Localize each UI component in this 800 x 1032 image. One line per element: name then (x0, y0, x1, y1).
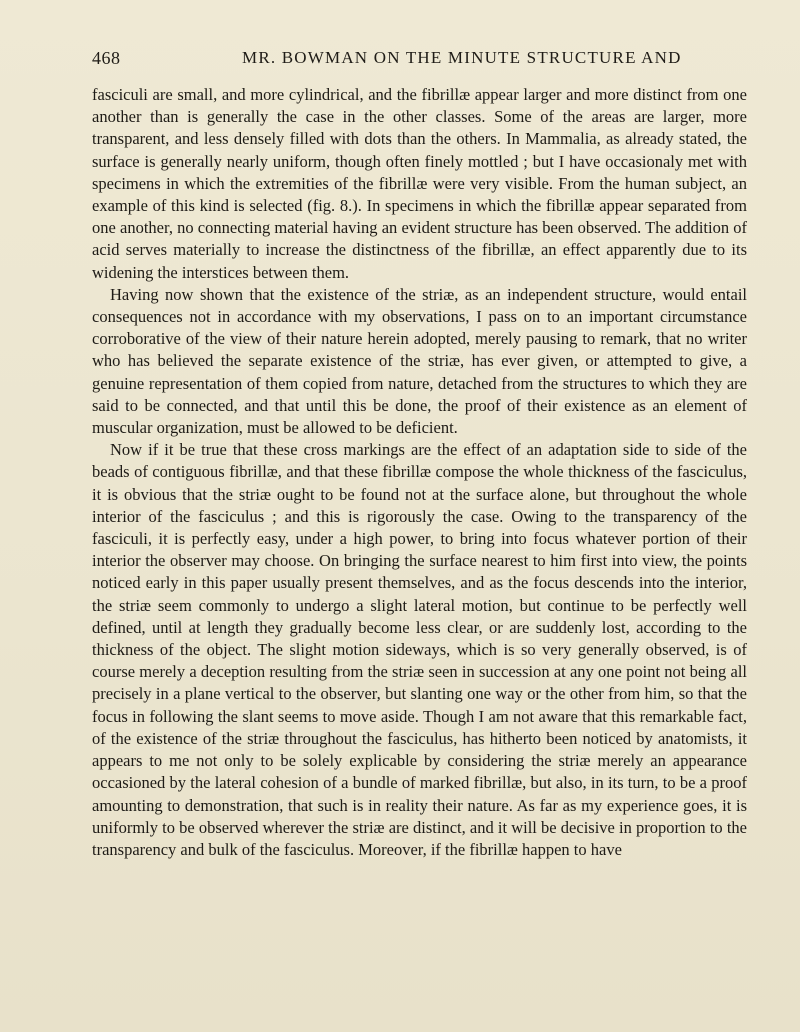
body-text (92, 84, 747, 861)
paragraph-cross-markings: Now if it be true that these cross markings are the effect of an adaptation side to side of the beads of contiguous fibrillæ, and that these fibrillæ compose the whole thickness of the fasciculus, it is obvious that the striæ ought to be found not at the surface alone, but throughout the whole interior of the fasciculus ; and this is rigorously the case. Owing to the transparency of the fasciculi, it is perfectly easy, under a high power, to bring into focus whatever portion of their interior the observer may choose. On bringing the surface nearest to him first into view, the points noticed early in this paper usually present themselves, and as the focus descends into the interior, the striæ seem commonly to undergo a slight lateral motion, but continue to be perfectly well defined, until at length they gradually become less clear, or are suddenly lost, according to the thickness of the object. The slight motion sideways, which is so very generally observed, is of course merely a deception resulting from the striæ seen in succession at any one point not being all precisely in a plane vertical to the observer, but slanting one way or the other from him, so that the focus in following the slant seems to move aside. Though I am not aware that this remarkable fact, of the existence of the striæ throughout the fasciculus, has hitherto been noticed by anatomists, it appears to me not only to be solely explicable by considering the striæ merely an appearance occasioned by the lateral cohesion of a bundle of marked fibrillæ, but also, in its turn, to be a proof amounting to demonstration, that such is in reality their nature. As far as my experience goes, it is uniformly to be observed wherever the striæ are distinct, and it will be decisive in proportion to the transparency and bulk of the fasciculus. Moreover, if the fibrillæ happen to have (92, 440, 747, 859)
page-header (92, 48, 747, 72)
page-number: 468 (92, 48, 121, 68)
paragraph-striae-existence: Having now shown that the existence of the striæ, as an independent structure, would entail consequences not in accordance with my observations, I pass on to an important circumstance corroborative of the view of their nature herein adopted, merely pausing to remark, that no writer who has believed the separate existence of the striæ, has ever given, or attempted to give, a genuine representation of them copied from nature, detached from the structures to which they are said to be connected, and that until this be done, the proof of their existence as an element of muscular organization, must be allowed to be deficient. (92, 284, 747, 438)
paragraph-continuation: fasciculi are small, and more cylindrical, and the fibrillæ appear larger and more distinct from one another than is generally the case in the other classes. Some of the areas are larger, more transparent, and less densely filled with dots than the others. In Mammalia, as already stated, the surface is generally nearly uniform, though often finely mottled ; but I have occasionaly met with specimens in which the extremities of the fibrillæ were very visible. From the human subject, an example of this kind is selected (fig. 8.). In specimens in which the fibrillæ appear separated from one another, no connecting material having an evident structure has been observed. The addition of acid serves materially to increase the distinctness of the fibrillæ, an effect apparently due to its widening the interstices between them. (92, 85, 747, 282)
running-title: MR. BOWMAN ON THE MINUTE STRUCTURE AND (242, 48, 682, 67)
